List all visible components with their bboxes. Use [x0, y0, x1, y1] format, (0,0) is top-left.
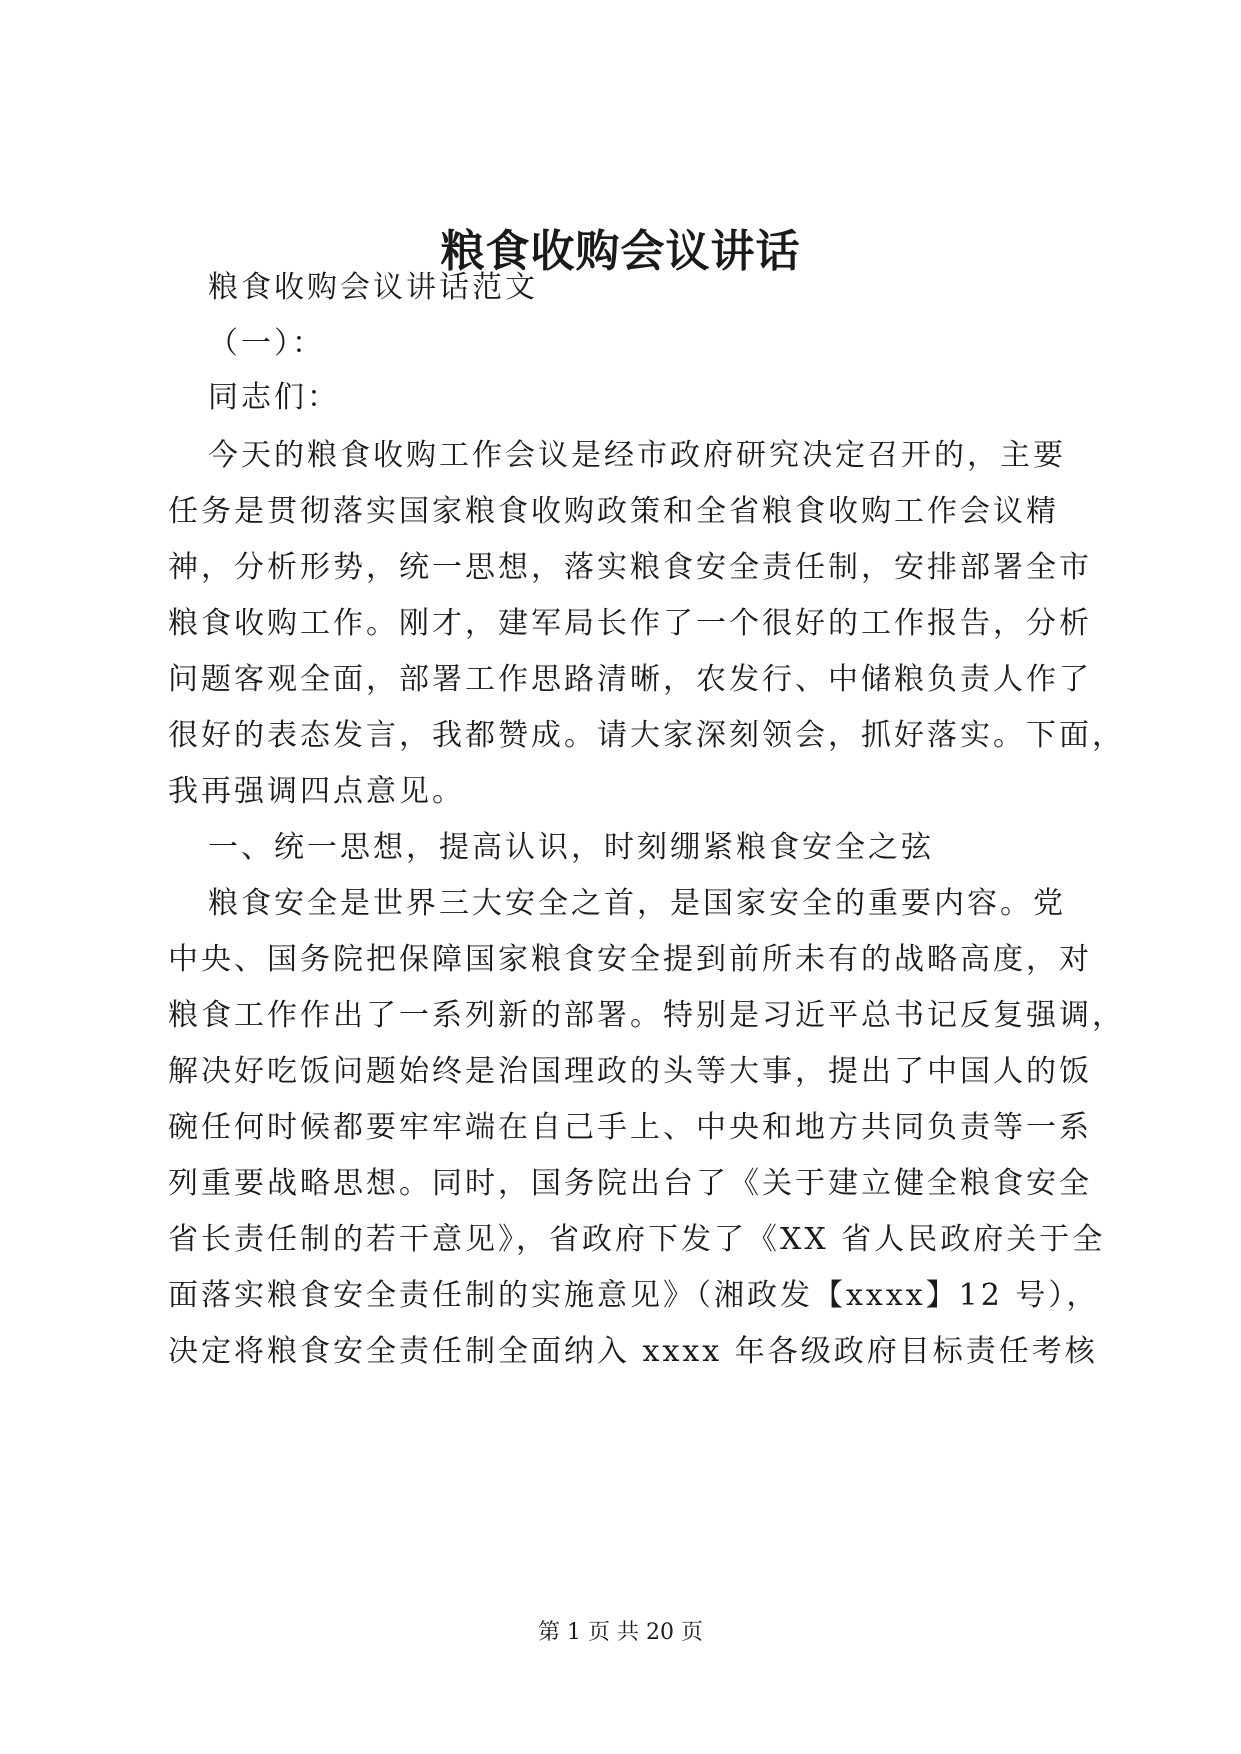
body-line: 碗任何时候都要牢牢端在自己手上、中央和地方共同负责等一系 [168, 1110, 1092, 1145]
body-line: 面落实粮食安全责任制的实施意见》（湘政发【xxxx】12 号）， [168, 1278, 1100, 1313]
page-footer: 第 1 页 共 20 页 [538, 1620, 703, 1645]
salutation: 同志们： [208, 380, 340, 415]
body-line: 神，分析形势，统一思想，落实粮食安全责任制，安排部署全市 [168, 550, 1092, 585]
body-line: 粮食安全是世界三大安全之首，是国家安全的重要内容。党 [208, 886, 1066, 921]
body-line: 粮食收购工作。刚才，建军局长作了一个很好的工作报告，分析 [168, 606, 1092, 641]
body-line: 决定将粮食安全责任制全面纳入 xxxx 年各级政府目标责任考核 [168, 1334, 1098, 1369]
subtitle-line: 粮食收购会议讲话范文 [208, 270, 538, 305]
document-title: 粮食收购会议讲话 [440, 226, 801, 277]
body-line: 粮食工作作出了一系列新的部署。特别是习近平总书记反复强调， [168, 998, 1125, 1033]
body-line: 解决好吃饭问题始终是治国理政的头等大事，提出了中国人的饭 [168, 1054, 1092, 1089]
body-line: 很好的表态发言，我都赞成。请大家深刻领会，抓好落实。下面， [168, 718, 1125, 753]
body-line: 今天的粮食收购工作会议是经市政府研究决定召开的，主要 [208, 438, 1066, 473]
body-line: 问题客观全面，部署工作思路清晰，农发行、中储粮负责人作了 [168, 662, 1092, 697]
body-line: 省长责任制的若干意见》，省政府下发了《XX 省人民政府关于全 [168, 1222, 1106, 1257]
body-line: 中央、国务院把保障国家粮食安全提到前所未有的战略高度，对 [168, 942, 1092, 977]
section-marker: （一）： [208, 326, 325, 361]
body-line: 我再强调四点意见。 [168, 774, 465, 809]
body-line: 列重要战略思想。同时，国务院出台了《关于建立健全粮食安全 [168, 1166, 1092, 1201]
body-line: 任务是贯彻落实国家粮食收购政策和全省粮食收购工作会议精 [168, 494, 1059, 529]
section-heading: 一、统一思想，提高认识，时刻绷紧粮食安全之弦 [208, 830, 934, 865]
